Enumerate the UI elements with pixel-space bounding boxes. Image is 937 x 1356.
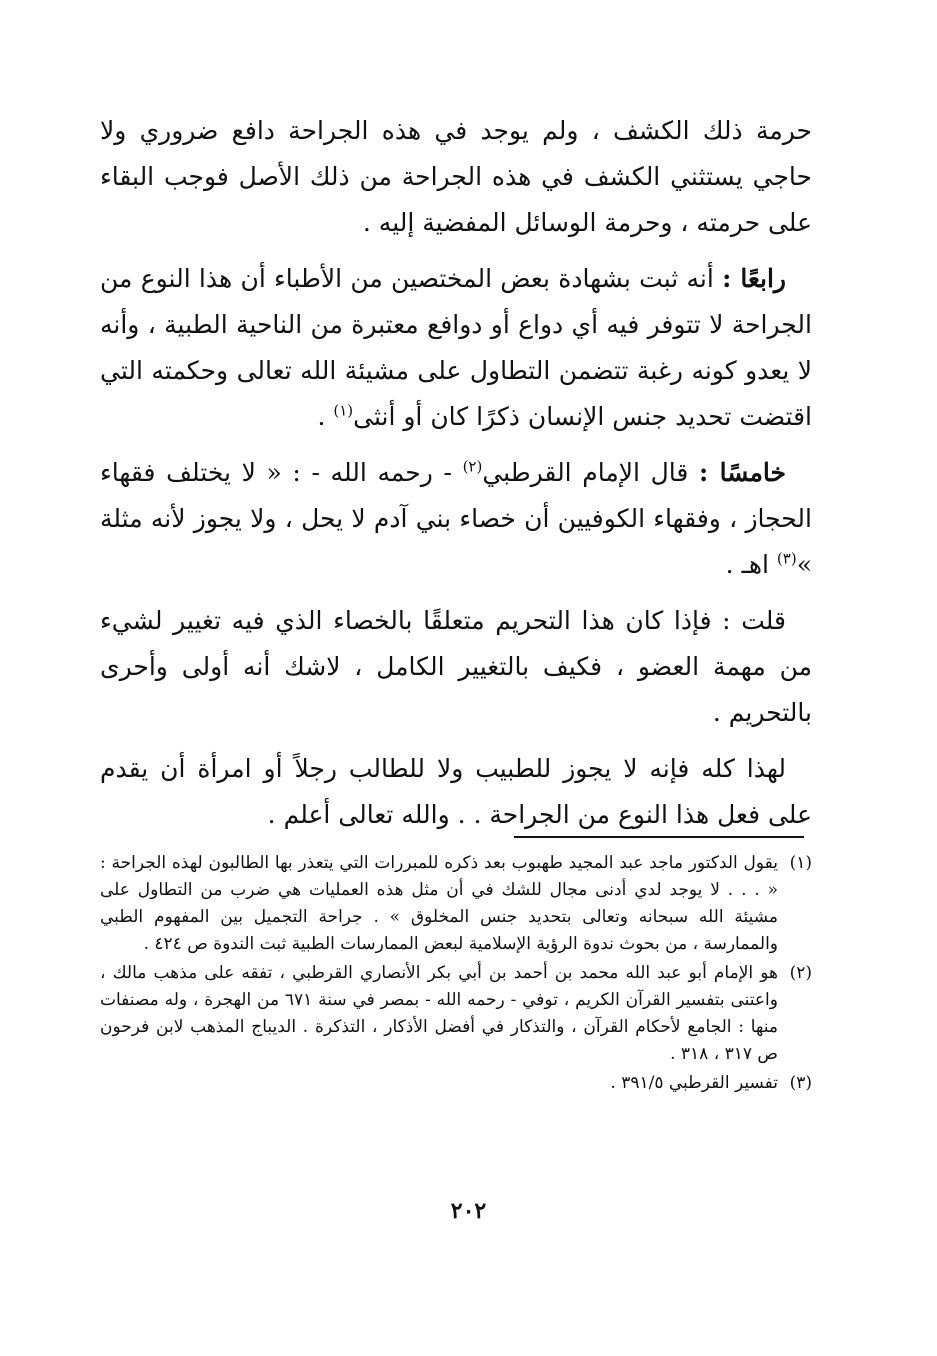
paragraph-conclusion: لهذا كله فإنه لا يجوز للطبيب ولا للطالب رجلاً أو امرأة أن يقدم على فعل هذا النوع من الجراحة . . والله تعالى أعلم . xyxy=(100,754,812,829)
point-label-fourth: رابعًا : xyxy=(722,264,787,293)
footnote-ref-1[interactable]: (١) xyxy=(333,401,354,420)
paragraph-qultu: قلت : فإذا كان هذا التحريم متعلقًا بالخصاء الذي فيه تغيير لشيء من مهمة العضو ، فكيف بالتغيير الكامل ، لاشك أنه أولى وأحرى بالتحريم . xyxy=(100,606,812,727)
point-label-fifth: خامسًا : xyxy=(698,458,786,487)
footnotes xyxy=(100,850,812,1099)
paragraph-1: حرمة ذلك الكشف ، ولم يوجد في هذه الجراحة دافع ضروري ولا حاجي يستثني الكشف في هذه الجراحة من ذلك الأصل فوجب البقاء على حرمته ، وحرمة الوسائل المفضية إليه . xyxy=(100,116,812,237)
footnote-1 xyxy=(100,850,812,958)
paragraph-4th-end: . xyxy=(317,402,334,431)
footnote-3 xyxy=(100,1070,812,1097)
footnote-3-number: (٣) xyxy=(789,1073,812,1093)
footnote-2 xyxy=(100,960,812,1068)
footnote-2-number: (٢) xyxy=(789,963,812,983)
paragraph-5th-end: اهـ . xyxy=(725,550,777,579)
footnote-2-text: هو الإمام أبو عبد الله محمد بن أحمد بن أبي بكر الأنصاري القرطبي ، تفقه على مذهب مالك ، واعتنى بتفسير القرآن الكريم ، توفي - رحمه الله - بمصر في سنة ٦٧١ من الهجرة ، وله مصنفات منها : الجامع لأحكام القرآن ، والتذكار في أفضل الأذكار ، التذكرة . الديباج المذهب لابن فرحون ص ٣١٧ ، ٣١٨ . xyxy=(100,963,778,1064)
paragraph-5th-text-b: - رحمه الله - : « لا يختلف فقهاء الحجاز ، وفقهاء الكوفيين أن خصاء بني آدم لا يحل ، ولا يجوز لأنه مثلة » xyxy=(100,458,812,579)
paragraph-4th-text: أنه ثبت بشهادة بعض المختصين من الأطباء أن هذا النوع من الجراحة لا تتوفر فيه أي دواع أو دوافع معتبرة من الناحية الطبية ، وأنه لا يعدو كونه رغبة تتضمن التطاول على مشيئة الله تعالى وحكمته التي اقتضت تحديد جنس الإنسان ذكرًا كان أو أنثى xyxy=(100,264,812,431)
paragraph-5th-point xyxy=(100,450,812,588)
footnote-separator xyxy=(514,836,804,838)
footnote-1-text: يقول الدكتور ماجد عبد المجيد طهبوب بعد ذكره للمبررات التي يتعذر بها الطالبون لهذه الجراحة : « . . . لا يوجد لدي أدنى مجال للشك في أن مثل هذه العمليات هي ضرب من التطاول على مشيئة الله سبحانه وتعالى بتحديد جنس المخلوق » . جراحة التجميل بين المفهوم الطبي والممارسة ، من بحوث ندوة الرؤية الإسلامية لبعض الممارسات الطبية ثبت الندوة ص ٤٢٤ . xyxy=(100,853,778,954)
footnote-1-number: (١) xyxy=(789,853,812,873)
footnote-3-text: تفسير القرطبي ٣٩١/٥ . xyxy=(610,1073,778,1093)
footnote-ref-2[interactable]: (٢) xyxy=(462,457,483,476)
paragraph-5th-text-a: قال الإمام القرطبي xyxy=(482,458,699,487)
paragraph-4th-point xyxy=(100,256,812,440)
footnote-ref-3[interactable]: (٣) xyxy=(776,549,797,568)
main-text xyxy=(100,108,812,838)
page-number: ٢٠٢ xyxy=(450,1198,487,1224)
